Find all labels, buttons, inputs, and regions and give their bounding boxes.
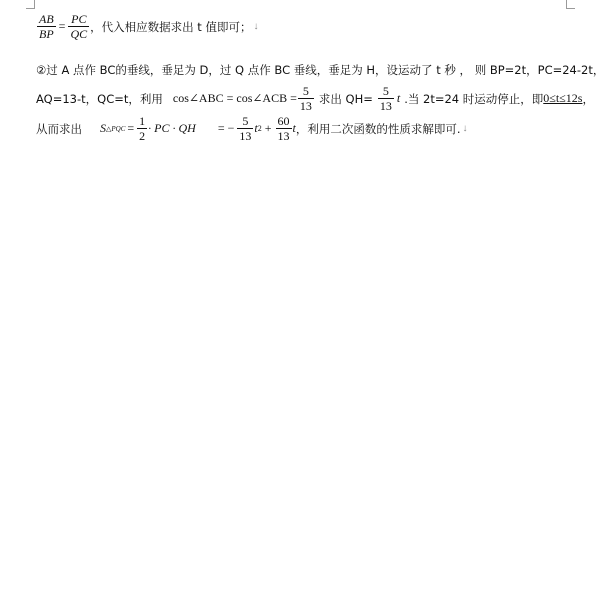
- page-corner-mark-top-left: [26, 0, 35, 9]
- fraction-ab-bp: [37, 12, 56, 41]
- line2-text: ②过 A 点作 BC的垂线，垂足为 D，过 Q 点作 BC 垂线，垂足为 H，设运动了 t 秒 ， 则 BP=2t，PC=24-2t，: [36, 63, 604, 77]
- paragraph-mark-icon: ↓: [253, 21, 259, 32]
- equals-minus: = −: [217, 121, 235, 135]
- fraction-denominator: 2: [139, 129, 146, 143]
- equals-sign: =: [58, 19, 66, 33]
- line4-prefix: 从而求出: [36, 121, 82, 136]
- fraction-denominator: QC: [70, 27, 88, 41]
- fraction-numerator: PC: [71, 12, 87, 26]
- fraction-one-half: [137, 114, 147, 143]
- area-subscript: △PQC: [106, 124, 126, 133]
- product-expression: · PC · QH: [148, 121, 196, 135]
- fraction-5-13: [298, 84, 314, 113]
- fraction-numerator: 5: [242, 114, 249, 128]
- exponent: 2: [257, 124, 262, 133]
- fraction-denominator: 13: [239, 129, 252, 143]
- variable-t: t: [292, 121, 296, 135]
- fraction-numerator: AB: [39, 12, 54, 26]
- line3-suffix-a: .当 2t=24 时运动停止，即: [404, 91, 544, 106]
- fraction-denominator: 13: [277, 129, 290, 143]
- paragraph-mark-icon: ↓: [462, 123, 468, 134]
- formula-line-4: [36, 114, 468, 143]
- fraction-denominator: BP: [39, 27, 54, 41]
- fraction-60-13: [276, 114, 292, 143]
- variable-t-squared: t: [254, 121, 258, 135]
- line3-suffix-b: ，: [582, 91, 594, 106]
- cosine-expression: cos∠ABC = cos∠ACB =: [172, 91, 297, 105]
- formula-line-1: [36, 12, 258, 41]
- fraction-numerator: 1: [139, 114, 146, 128]
- line1-text: ，代入相应数据求出 t 值即可；: [90, 19, 252, 34]
- fraction-numerator: 60: [277, 114, 290, 128]
- variable-t: t: [396, 91, 401, 105]
- formula-line-3: [36, 84, 594, 113]
- equals-sign: =: [127, 121, 135, 135]
- fraction-numerator: 5: [382, 84, 389, 98]
- line3-mid: 求出 QH=: [318, 91, 373, 106]
- fraction-pc-qc: [68, 12, 89, 41]
- fraction-5-13-coef: [237, 114, 253, 143]
- line4-suffix: ，利用二次函数的性质求解即可.: [295, 121, 461, 136]
- page-corner-mark-top-right: [566, 0, 575, 9]
- plus-sign: +: [264, 121, 272, 135]
- fraction-denominator: 13: [299, 99, 312, 113]
- time-range: 0≤t≤12s: [543, 91, 583, 105]
- text-line-2: [36, 62, 604, 78]
- fraction-5-13-second: [378, 84, 394, 113]
- line3-prefix: AQ=13-t，QC=t，利用: [36, 91, 163, 106]
- fraction-denominator: 13: [379, 99, 392, 113]
- fraction-numerator: 5: [302, 84, 309, 98]
- area-symbol: S: [100, 121, 106, 135]
